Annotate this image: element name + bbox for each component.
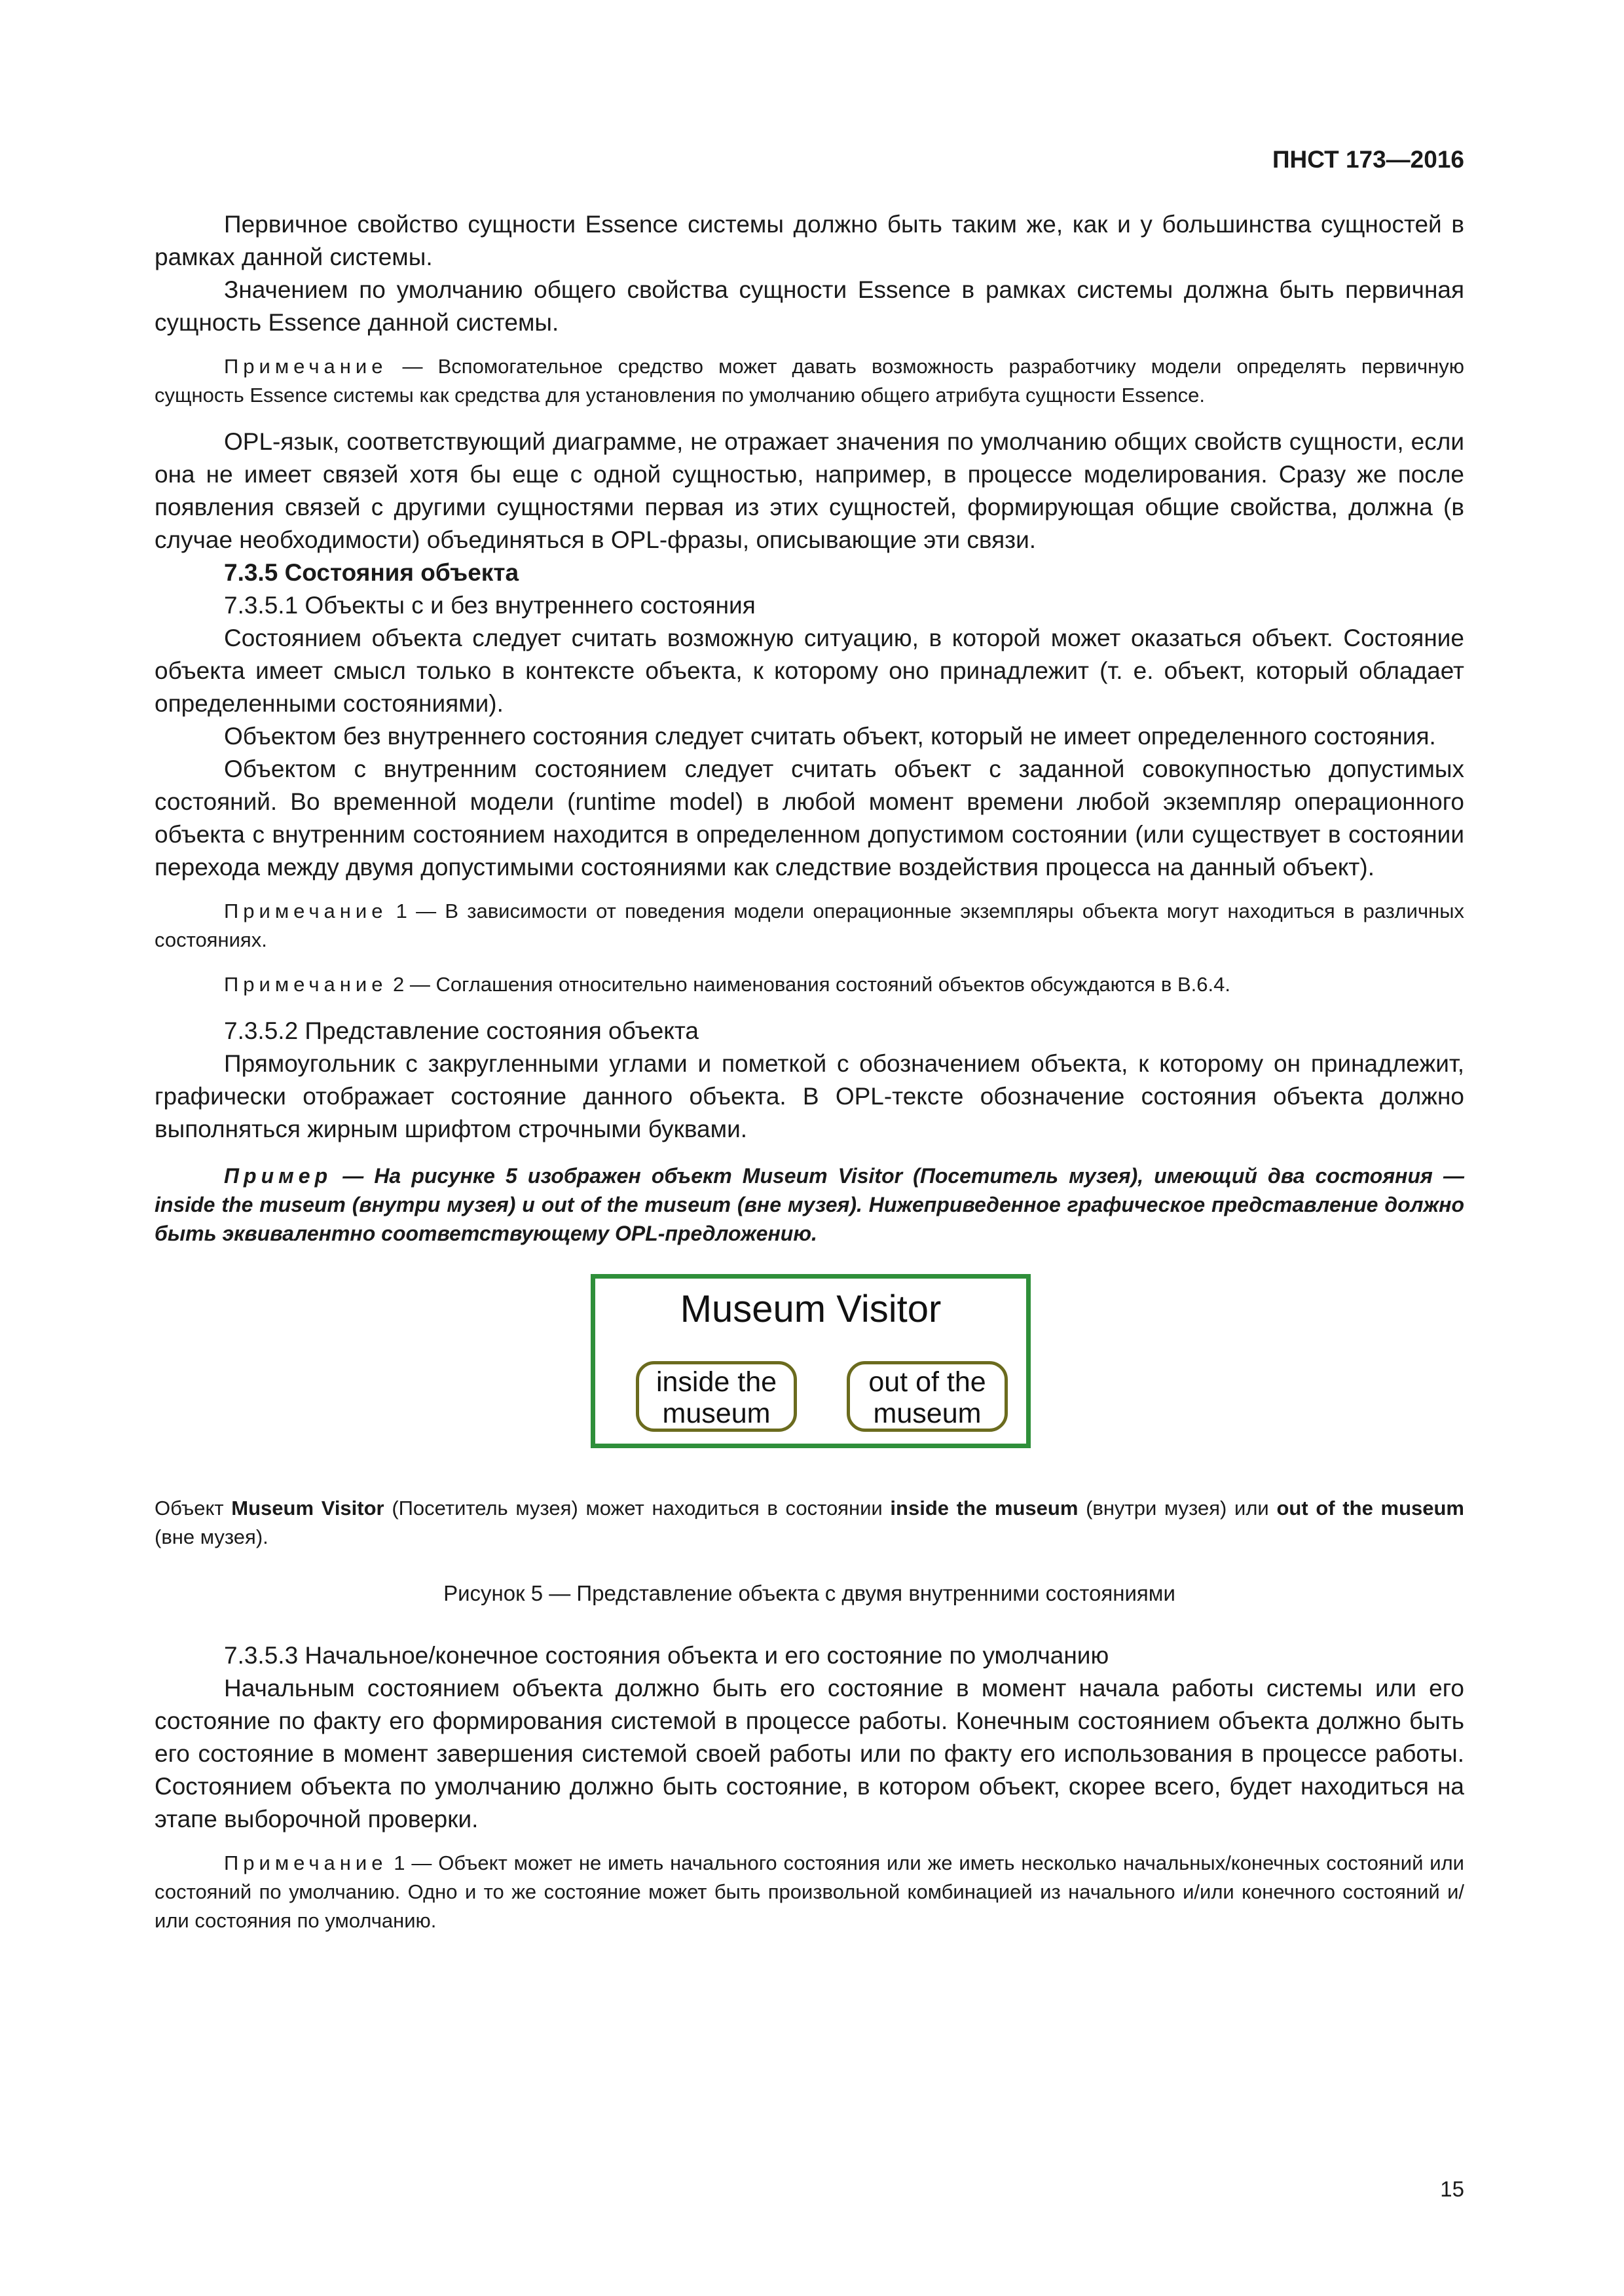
state-label-line: museum [873,1398,982,1429]
note-text: 2 — Соглашения относительно наименования состояний объектов обсуждаются в В.6.4. [387,973,1230,996]
paragraph: Объектом без внутреннего состояния следует считать объект, который не имеет определенного состояния. [224,723,1436,750]
caption-bold: Museum Visitor [231,1497,384,1520]
standard-header: ПНСТ 173—2016 [1272,146,1464,173]
state-label-line: inside the [655,1366,777,1398]
page-number: 15 [1440,2177,1464,2201]
paragraph: Первичное свойство сущности Essence системы должно быть таким же, как и у большинства сущностей в рамках данной системы. [155,211,1464,270]
paragraph: Состоянием объекта следует считать возможную ситуацию, в которой может оказаться объект. Состояние объекта имеет смысл только в контексте объекта, к которому оно принадлежит (т. е. объект, который обладает определенными состояниями). [155,625,1464,717]
figure-label: Рисунок 5 — Представление объекта с двумя внутренними состояниями [443,1581,1175,1605]
paragraph: Значением по умолчанию общего свойства сущности Essence в рамках системы должна быть первичная сущность Essence данной системы. [155,276,1464,336]
note-label: Примечание [224,1851,388,1874]
state-inside-the-museum [636,1361,797,1432]
paragraph: OPL-язык, соответствующий диаграмме, не отражает значения по умолчанию общих свойств сущности, если она не имеет связей хотя бы еще с одной сущностью, например, в процессе моделирования. Сразу же после появления связей с другими сущностями первая из этих сущностей, формирующая общие свойства, должна (в случае необходимости) объединяться в OPL-фразы, описывающие эти связи. [155,428,1464,553]
document-page [155,144,1464,1951]
caption-bold: out of the museum [1276,1497,1464,1520]
note-label: Примечание [224,973,388,996]
figure-5 [155,1274,1464,1464]
caption-bold: inside the museum [890,1497,1079,1520]
paragraph: Начальным состоянием объекта должно быть его состояние в момент начала работы системы или его состояние по факту его формирования системой в процессе работы. Конечным состоянием объекта должно быть его состояние в момент завершения системой своей работы или по факту его использования в процессе работы. Состоянием объекта по умолчанию должно быть состояние, в котором объект, скорее всего, будет находиться на этапе выборочной проверки. [155,1675,1464,1832]
caption-text: (внутри музея) или [1078,1497,1277,1520]
paragraph: Прямоугольник с закругленными углами и пометкой с обозначением объекта, к которому он принадлежит, графически отображает состояние данного объекта. В OPL-тексте обозначение состояния объекта должно выполняться жирным шрифтом строчными буквами. [155,1050,1464,1142]
section-heading: 7.3.5 Состояния объекта [224,559,519,586]
example-text: — На рисунке 5 изображен объект Museum Visitor (Посетитель музея), имеющий два состояния — inside the museum (внутри музея) и out of the museum (вне музея). Нижеприведенное графическое представление должно быть эквивалентно соответствующему OPL-предложению. [155,1164,1464,1245]
note-text: — Вспомогательное средство может давать возможность разработчику модели определять первичную сущность Essence системы как средства для установления по умолчанию общего атрибута сущности Essence. [155,355,1464,407]
figure-opl-caption [155,1494,1464,1552]
note-text: 1 — В зависимости от поведения модели операционные экземпляры объекта могут находиться в различных состояниях. [155,900,1464,951]
example [155,1161,1464,1248]
note [155,970,1464,999]
example-label: Пример [224,1164,333,1188]
note-label: Примечание [224,355,388,378]
paragraph: Объектом с внутренним состоянием следует считать объект с заданной совокупностью допустимых состояний. Во временной модели (runtime model) в любой момент времени любой экземпляр операционного объекта с внутренним состоянием находится в определенном допустимом состоянии (или существует в состоянии перехода между двумя допустимыми состояниями как следствие воздействия процесса на данный объект). [155,756,1464,881]
object-name: Museum Visitor [680,1288,942,1330]
note [155,1849,1464,1935]
object-box [591,1274,1031,1448]
note [155,352,1464,410]
state-out-of-the-museum [847,1361,1008,1432]
subsection-heading: 7.3.5.3 Начальное/конечное состояния объекта и его состояние по умолчанию [224,1642,1109,1669]
state-label-line: out of the [868,1366,986,1398]
subsection-heading: 7.3.5.2 Представление состояния объекта [224,1017,699,1044]
caption-text: (вне музея). [155,1525,268,1548]
note-label: Примечание [224,900,388,922]
note [155,897,1464,955]
note-text: 1 — Объект может не иметь начального состояния или же иметь несколько начальных/конечных состояний или состояний по умолчанию. Одно и то же состояние может быть произвольной комбинацией из начального и/или конечного состояний и/или состояния по умолчанию. [155,1851,1464,1932]
subsection-heading: 7.3.5.1 Объекты с и без внутреннего состояния [224,592,756,619]
state-label-line: museum [662,1398,771,1429]
caption-text: Объект [155,1497,232,1520]
caption-text: (Посетитель музея) может находиться в состоянии [384,1497,891,1520]
